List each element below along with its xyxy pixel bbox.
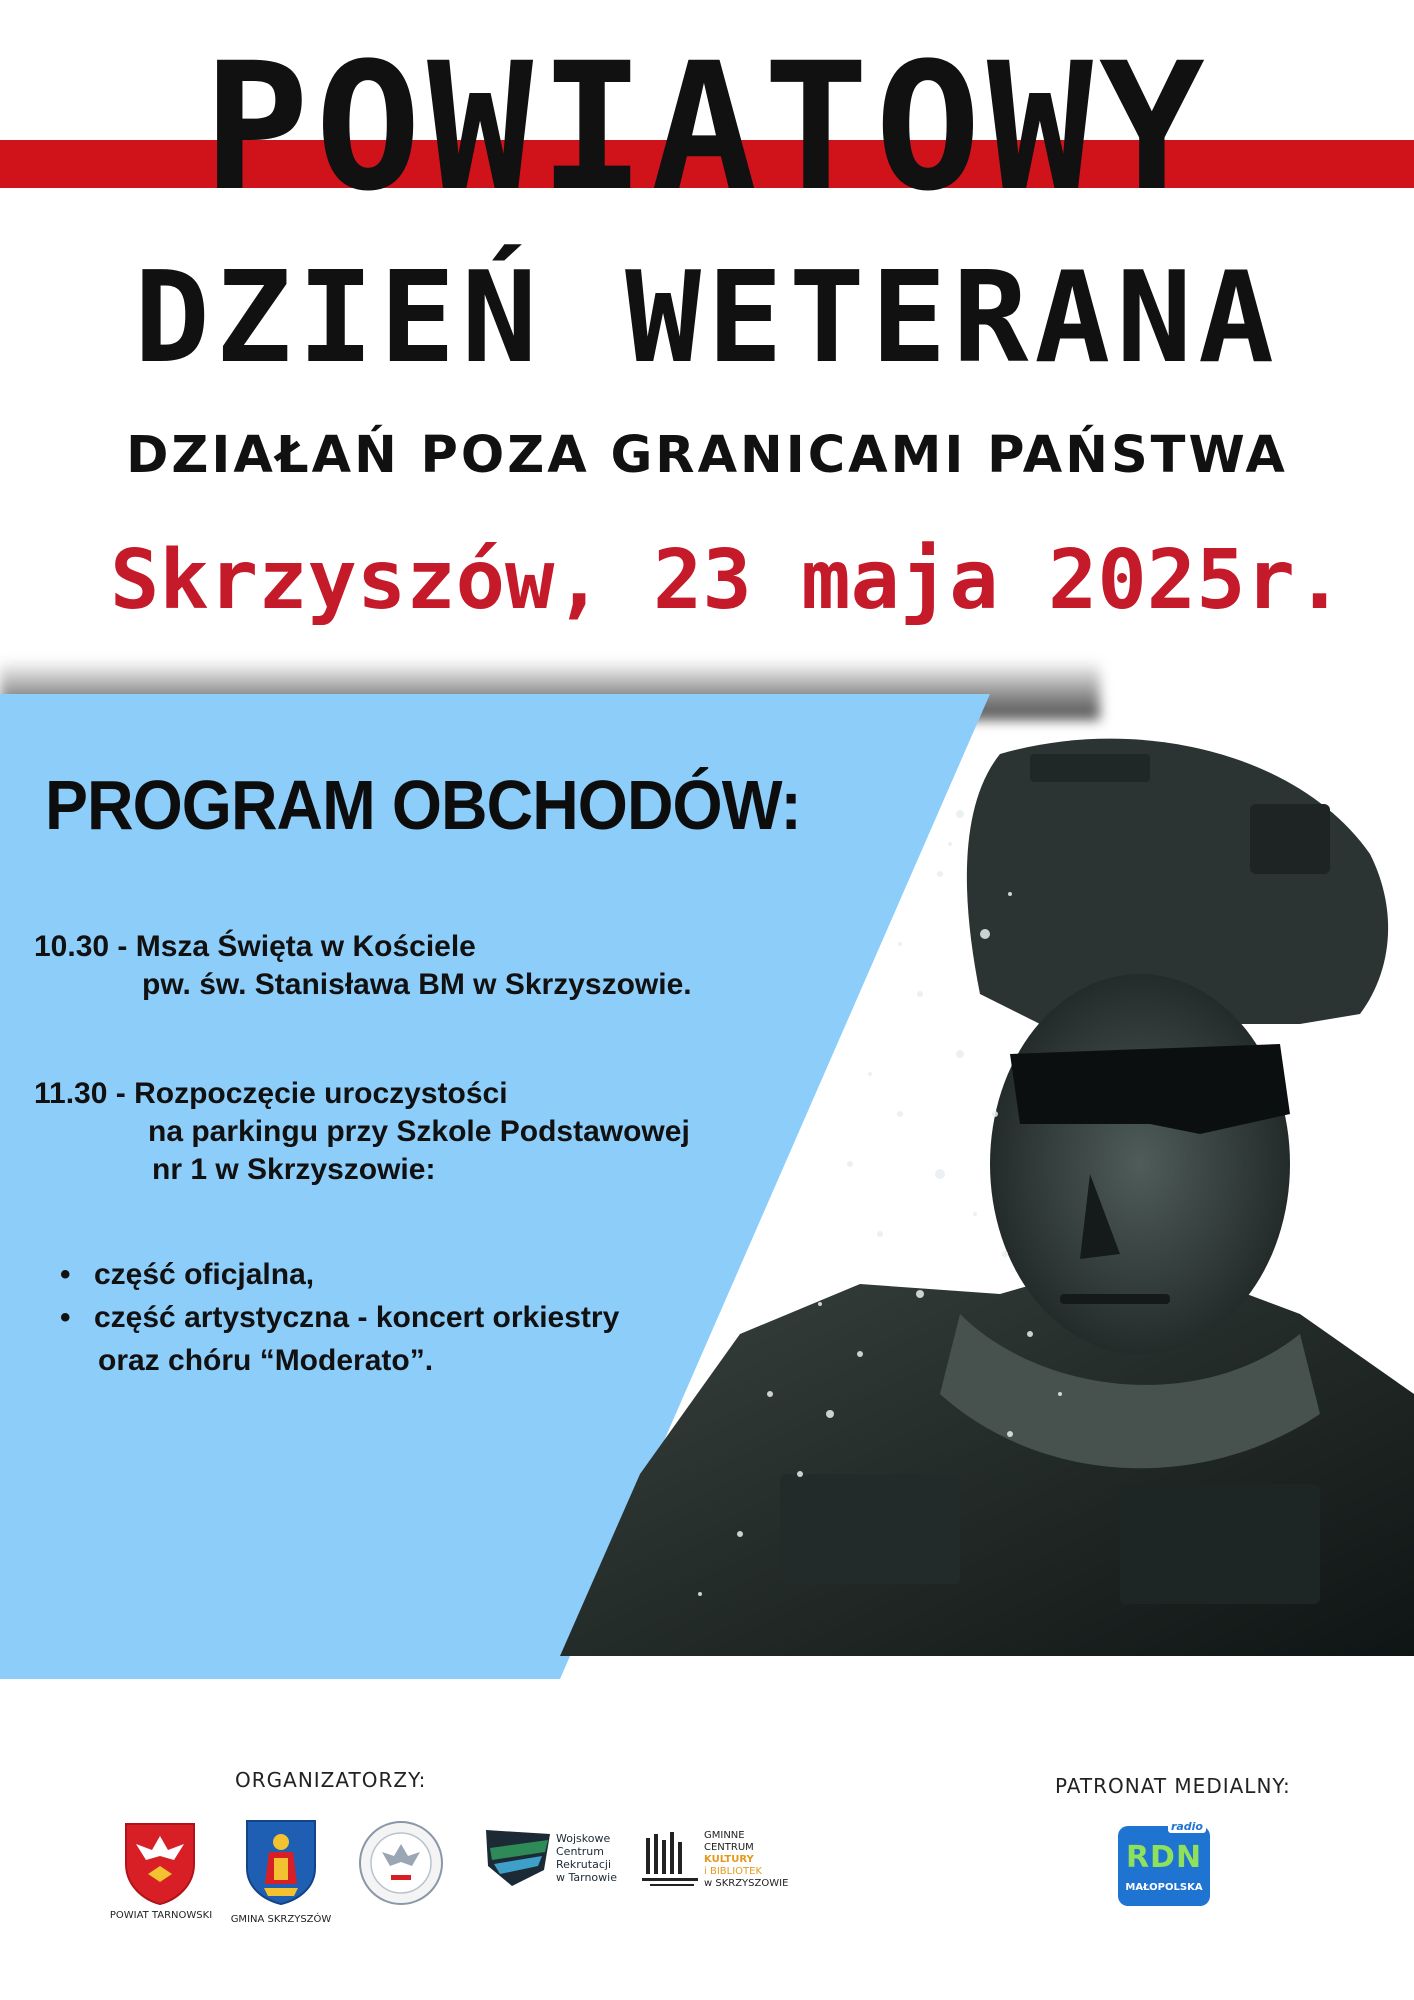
gck-skrzyszow-logo [642, 1830, 702, 1890]
veterans-association-seal-logo [358, 1820, 444, 1906]
gck-line-4: i BIBLIOTEK [704, 1866, 763, 1877]
wcr-tarnow-shield-logo [482, 1826, 554, 1890]
program-item-2-line-2: na parkingu przy Szkole Podstawowej [148, 1115, 690, 1148]
program-item-1-line-2: pw. św. Stanisława BM w Skrzyszowie. [142, 968, 692, 1001]
rdn-radio-tag: radio [1168, 1820, 1206, 1833]
gck-line-2: CENTRUM [704, 1842, 754, 1853]
organizers-label: ORGANIZATORZY: [235, 1768, 427, 1792]
program-title: PROGRAM OBCHODÓW: [45, 766, 801, 844]
wcr-line-3: Rekrutacji [556, 1858, 611, 1871]
program-item-1-line-1: 10.30 - Msza Święta w Kościele [34, 930, 476, 963]
radio-rdn-logo [1118, 1820, 1210, 1906]
patron-label: PATRONAT MEDIALNY: [1055, 1774, 1291, 1798]
title-dzien-weterana: DZIEŃ WETERANA [133, 244, 1281, 391]
rdn-name: RDN [1125, 1840, 1203, 1875]
wcr-line-1: Wojskowe [556, 1832, 611, 1845]
program-bullet-2-line-2: oraz chóru “Moderato”. [98, 1344, 434, 1377]
place-date: Skrzyszów, 23 maja 2025r. [110, 533, 1345, 628]
wcr-line-2: Centrum [556, 1845, 604, 1858]
logo-1-caption: POWIAT TARNOWSKI [109, 1910, 213, 1921]
bullet-dot-icon: • [60, 1258, 71, 1291]
gck-line-3: KULTURY [704, 1854, 754, 1865]
bullet-dot-icon: • [60, 1301, 71, 1334]
logo-2-caption: GMINA SKRZYSZÓW [230, 1914, 332, 1925]
gmina-skrzyszow-logo [244, 1818, 318, 1906]
gck-line-5: w SKRZYSZOWIE [704, 1878, 789, 1889]
program-bullet-1: część oficjalna, [94, 1258, 315, 1291]
gck-line-1: GMINNE [704, 1830, 745, 1841]
powiat-tarnowski-logo [122, 1820, 198, 1906]
title-powiatowy: POWIATOWY [203, 25, 1211, 230]
rdn-region: MAŁOPOLSKA [1125, 1882, 1203, 1893]
program-item-2-line-1: 11.30 - Rozpoczęcie uroczystości [34, 1077, 508, 1110]
wcr-line-4: w Tarnowie [556, 1871, 617, 1884]
subtitle: DZIAŁAŃ POZA GRANICAMI PAŃSTWA [126, 426, 1288, 485]
program-item-2-line-3: nr 1 w Skrzyszowie: [152, 1153, 436, 1186]
program-bullet-2-line-1: część artystyczna - koncert orkiestry [94, 1301, 620, 1334]
